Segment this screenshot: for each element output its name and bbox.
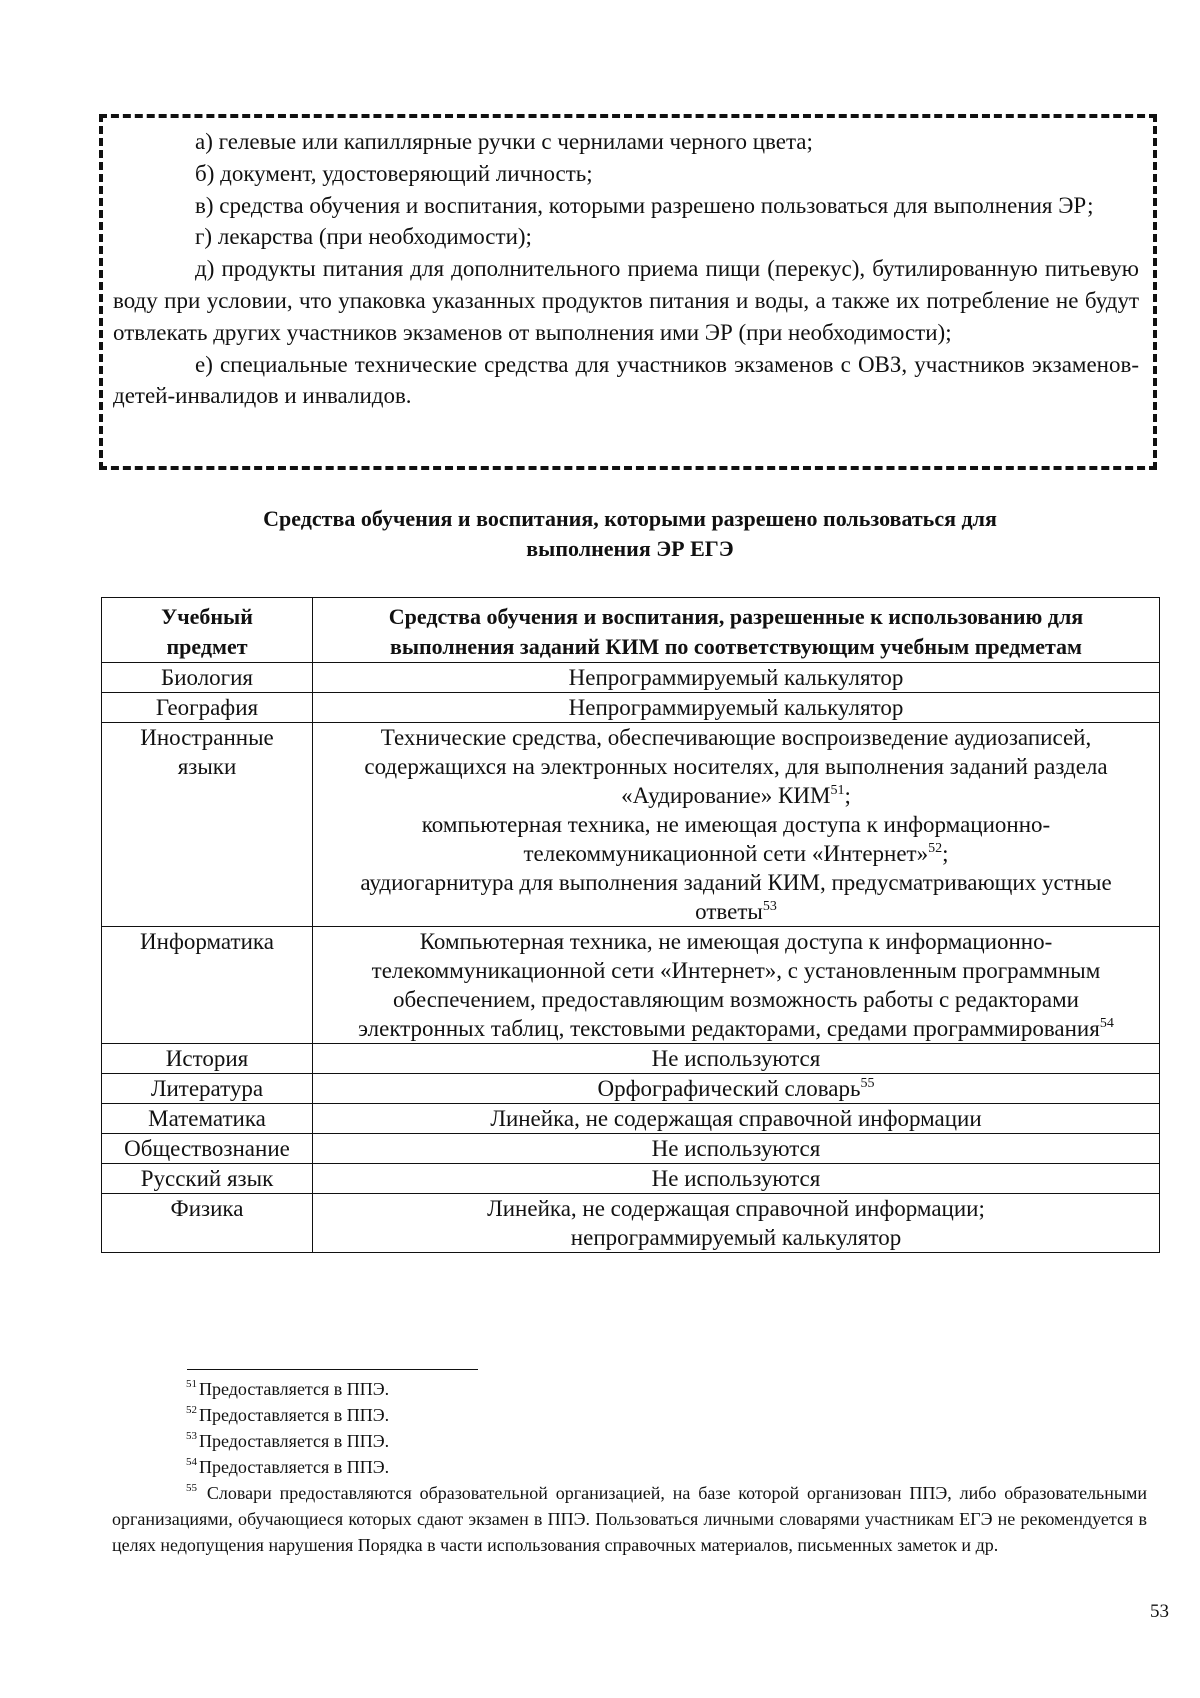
footnote [112,1428,1147,1454]
separator: ; [844,783,851,808]
means-text: компьютерная техника, не имеющая доступа к информационно-телекоммуникационной сети «Интернет» [421,812,1051,866]
footnote-number: 52 [186,1404,197,1416]
section-title-line: Средства обучения и воспитания, которыми разрешено пользоваться для [263,506,997,531]
table-row [102,1194,1160,1253]
list-item: д) продукты питания для дополнительного приема пищи (перекус), бутилированную питьевую воду при условии, что упаковка указанных продуктов питания и воды, а также их потребление не будут отвлекать других участников экзаменов от выполнения ими ЭР (при необходимости); [113,256,1139,345]
means-cell: Непрограммируемый калькулятор [313,663,1160,693]
page-number: 53 [1150,1601,1169,1622]
subject-cell: Информатика [102,927,313,1044]
subject-cell: История [102,1044,313,1074]
subject-cell: Иностранные языки [102,723,313,927]
separator: ; [942,841,949,866]
means-cell [313,1194,1160,1253]
means-text: Орфографический словарь [597,1076,861,1101]
footnote-number: 54 [186,1456,197,1468]
footnote-text: Предоставляется в ППЭ. [199,1457,390,1477]
subject-cell: Обществознание [102,1134,313,1164]
list-item: е) специальные технические средства для участников экзаменов с ОВЗ, участников экзаменов-детей-инвалидов и инвалидов. [113,351,1139,409]
table-row [102,723,1160,927]
means-cell: Не используются [313,1164,1160,1194]
footnotes [112,1376,1147,1558]
table-row [102,1074,1160,1104]
means-cell: Непрограммируемый калькулятор [313,693,1160,723]
footnote-number: 53 [186,1430,197,1442]
means-cell [313,927,1160,1044]
table-row [102,663,1160,693]
footnote-number: 55 [186,1482,197,1494]
footnote-ref[interactable]: 55 [860,1076,875,1091]
subject-cell: Русский язык [102,1164,313,1194]
subject-cell: Литература [102,1074,313,1104]
footnote [112,1376,1147,1402]
subject-cell: Физика [102,1194,313,1253]
means-cell [313,723,1160,927]
allowed-items-box [99,114,1157,470]
footnote-ref[interactable]: 52 [928,841,943,856]
footnote [112,1402,1147,1428]
section-title [100,504,1160,564]
means-text: Технические средства, обеспечивающие воспроизведение аудиозаписей, содержащихся на электронных носителях, для выполнения заданий раздела «Аудирование» КИМ [364,725,1108,808]
allowed-means-table [101,597,1160,1253]
section-title-line: выполнения ЭР ЕГЭ [526,536,734,561]
list-item: в) средства обучения и воспитания, которыми разрешено пользоваться для выполнения ЭР; [195,192,1094,218]
table-header-row [102,598,1160,663]
subject-cell: Биология [102,663,313,693]
means-text: непрограммируемый калькулятор [570,1225,902,1250]
subject-cell: Математика [102,1104,313,1134]
footnote-ref[interactable]: 53 [762,899,777,914]
subject-cell: География [102,693,313,723]
header-means: Средства обучения и воспитания, разрешенные к использованию для выполнения заданий КИМ по соответствующим учебным предметам [313,598,1160,663]
list-item: г) лекарства (при необходимости); [195,224,532,250]
footnote-text: Предоставляется в ППЭ. [199,1405,390,1425]
footnote-ref[interactable]: 54 [1099,1016,1114,1031]
means-cell: Не используются [313,1134,1160,1164]
means-cell: Линейка, не содержащая справочной информации [313,1104,1160,1134]
means-text: Компьютерная техника, не имеющая доступа к информационно-телекоммуникационной сети «Интернет», с установленным программным обеспечением, предоставляющим возможность работы с редакторами электронных таблиц, текстовыми редакторами, средами программирования [358,929,1101,1041]
means-text: аудиогарнитура для выполнения заданий КИМ, предусматривающих устные ответы [360,870,1112,924]
footnote [112,1454,1147,1480]
footnote [112,1480,1147,1558]
table-row [102,1134,1160,1164]
footnote-text: Словари предоставляются образовательной организацией, на базе которой организован ППЭ, либо образовательными организациями, обучающиеся которых сдают экзамен в ППЭ. Пользоваться личными словарями участникам ЕГЭ не рекомендуется в целях недопущения нарушения Порядка в части использования справочных материалов, письменных заметок и др. [112,1483,1148,1555]
means-cell [313,1074,1160,1104]
means-cell: Не используются [313,1044,1160,1074]
table-row [102,1044,1160,1074]
table-row [102,693,1160,723]
list-item: б) документ, удостоверяющий личность; [195,160,593,186]
table-row [102,1164,1160,1194]
list-item: а) гелевые или капиллярные ручки с чернилами черного цвета; [195,129,813,154]
footnote-separator [187,1369,478,1370]
table-row [102,1104,1160,1134]
header-subject: Учебный предмет [102,598,313,663]
footnote-ref[interactable]: 51 [830,783,845,798]
footnote-number: 51 [186,1378,197,1390]
footnote-text: Предоставляется в ППЭ. [199,1431,390,1451]
means-text: Линейка, не содержащая справочной информации; [487,1196,985,1221]
table-row [102,927,1160,1044]
footnote-text: Предоставляется в ППЭ. [199,1379,390,1399]
